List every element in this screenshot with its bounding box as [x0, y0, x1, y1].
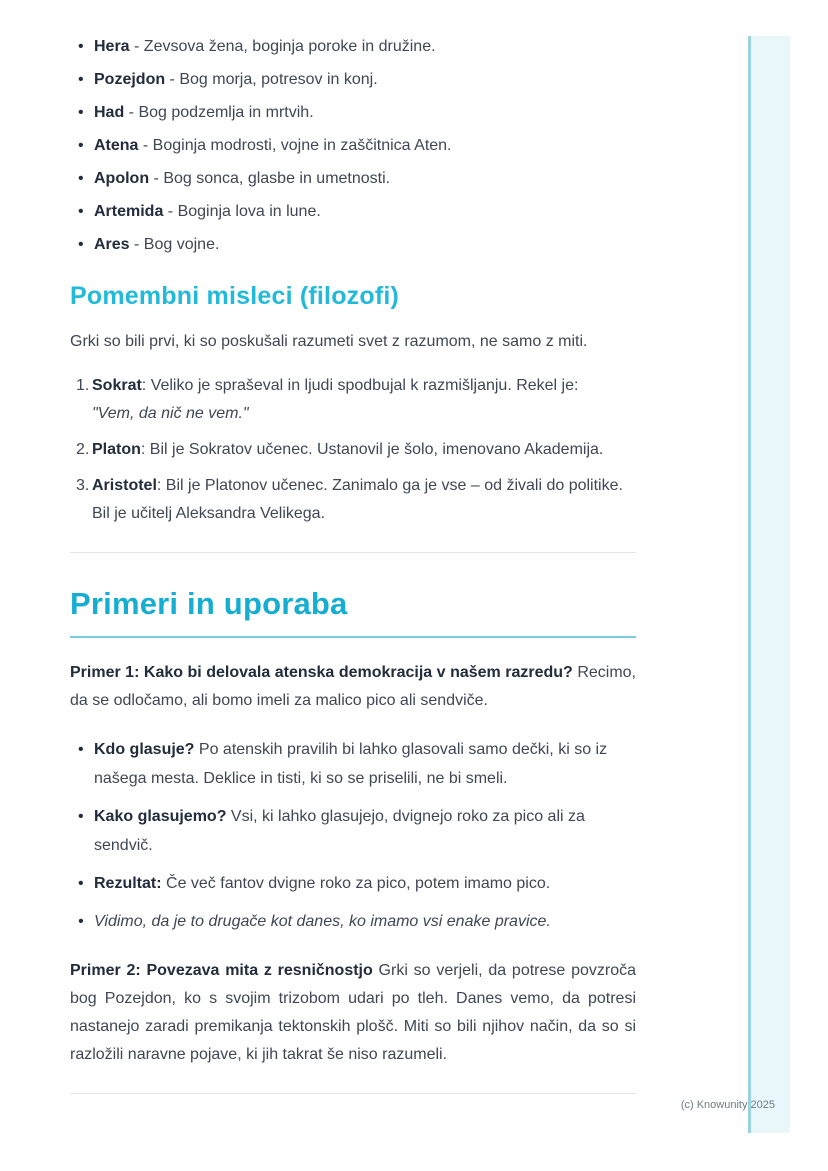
god-name: Ares: [94, 236, 130, 253]
god-name: Apolon: [94, 170, 150, 187]
section-divider: [70, 552, 636, 553]
list-number: 2.: [76, 441, 90, 458]
gods-list: [70, 34, 636, 258]
list-item: [70, 232, 636, 258]
example-2-title: Primer 2: Povezava mita z resničnostjo: [70, 962, 373, 979]
example-2-text: Grki so verjeli, da potrese povzroča bog Pozejdon, ko s svojim trizobom udari po tleh. Danes vemo, da potresi nastanejo zaradi premikanja tektonskih plošč. Miti so bili njihov način, da so si razložili naravne pojave, ki jih takrat še niso razumeli.: [70, 962, 636, 1063]
god-description: - Boginja lova in lune.: [163, 203, 321, 220]
god-description: - Bog morja, potresov in konj.: [165, 71, 378, 88]
thinker-description: : Bil je Sokratov učenec. Ustanovil je šolo, imenovano Akademija.: [140, 441, 604, 458]
bullet-description: Po atenskih pravilih bi lahko glasovali samo dečki, ki so iz našega mesta. Deklice in tisti, ki so se priselili, ne bi smeli.: [94, 741, 608, 787]
god-name: Had: [94, 104, 125, 121]
thinker-description: : Bil je Platonov učenec. Zanimalo ga je vse – od živali do politike. Bil je učitelj Aleksandra Velikega.: [92, 477, 623, 522]
list-number: 3.: [76, 477, 90, 494]
list-item: [70, 166, 636, 192]
list-item: [70, 472, 636, 528]
page-content: [70, 34, 636, 1094]
god-description: - Bog sonca, glasbe in umetnosti.: [149, 170, 391, 187]
list-item: [70, 199, 636, 225]
thinker-name: Sokrat: [92, 377, 142, 394]
god-name: Artemida: [94, 203, 164, 220]
god-description: - Bog vojne.: [129, 236, 220, 253]
list-number: 1.: [76, 377, 90, 394]
list-item: [70, 67, 636, 93]
thinker-description: : Veliko je spraševal in ljudi spodbujal k razmišljanju. Rekel je:: [141, 377, 579, 394]
god-name: Atena: [94, 137, 139, 154]
god-name: Hera: [94, 38, 130, 55]
thinkers-list: [70, 372, 636, 528]
example-1-title: Primer 1: Kako bi delovala atenska demokracija v našem razredu?: [70, 664, 573, 681]
thinker-entry: [92, 436, 603, 464]
list-item: [70, 100, 636, 126]
bullet-description: Če več fantov dvigne roko za pico, potem imamo pico.: [161, 875, 551, 892]
example-1-list: [70, 735, 636, 936]
list-item: [70, 802, 636, 860]
thinkers-intro: Grki so bili prvi, ki so poskušali razumeti svet z razumom, ne samo z miti.: [70, 333, 588, 350]
bullet-description: Vsi, ki lahko glasujejo, dvignejo roko za pico ali za sendvič.: [94, 808, 585, 854]
bullet-term: Kdo glasuje?: [94, 741, 195, 758]
bullet-term: Kako glasujemo?: [94, 808, 227, 825]
list-item: [70, 735, 636, 793]
god-description: - Bog podzemlja in mrtvih.: [124, 104, 314, 121]
thinker-entry: [92, 372, 578, 428]
thinker-quote: "Vem, da nič ne vem.": [92, 405, 249, 422]
section-heading-examples: Primeri in uporaba: [70, 585, 636, 638]
section-heading-thinkers: Pomembni misleci (filozofi): [70, 282, 400, 310]
list-item: [70, 869, 636, 898]
example-1-paragraph: [70, 659, 636, 715]
thinker-name: Platon: [92, 441, 141, 458]
copyright-note: (c) Knowunity 2025: [680, 1099, 775, 1111]
example-1-text: Recimo, da se odločamo, ali bomo imeli za malico pico ali sendviče.: [70, 664, 636, 709]
list-item: [70, 372, 636, 428]
list-item: [70, 34, 636, 60]
thinker-name: Aristotel: [92, 477, 157, 494]
example-2-paragraph: [70, 957, 636, 1069]
bullet-term: Rezultat:: [94, 875, 162, 892]
page-edge-accent-bar: [748, 36, 790, 1133]
god-description: - Zevsova žena, boginja poroke in družine.: [129, 38, 436, 55]
list-item-italic-note: • Vidimo, da je to drugače kot danes, ko imamo vsi enake pravice.: [70, 907, 636, 936]
section-divider: [70, 1093, 636, 1094]
list-item: [70, 436, 636, 464]
god-description: - Boginja modrosti, vojne in zaščitnica Aten.: [138, 137, 452, 154]
god-name: Pozejdon: [94, 71, 166, 88]
list-item: [70, 133, 636, 159]
thinker-entry: [92, 472, 636, 528]
